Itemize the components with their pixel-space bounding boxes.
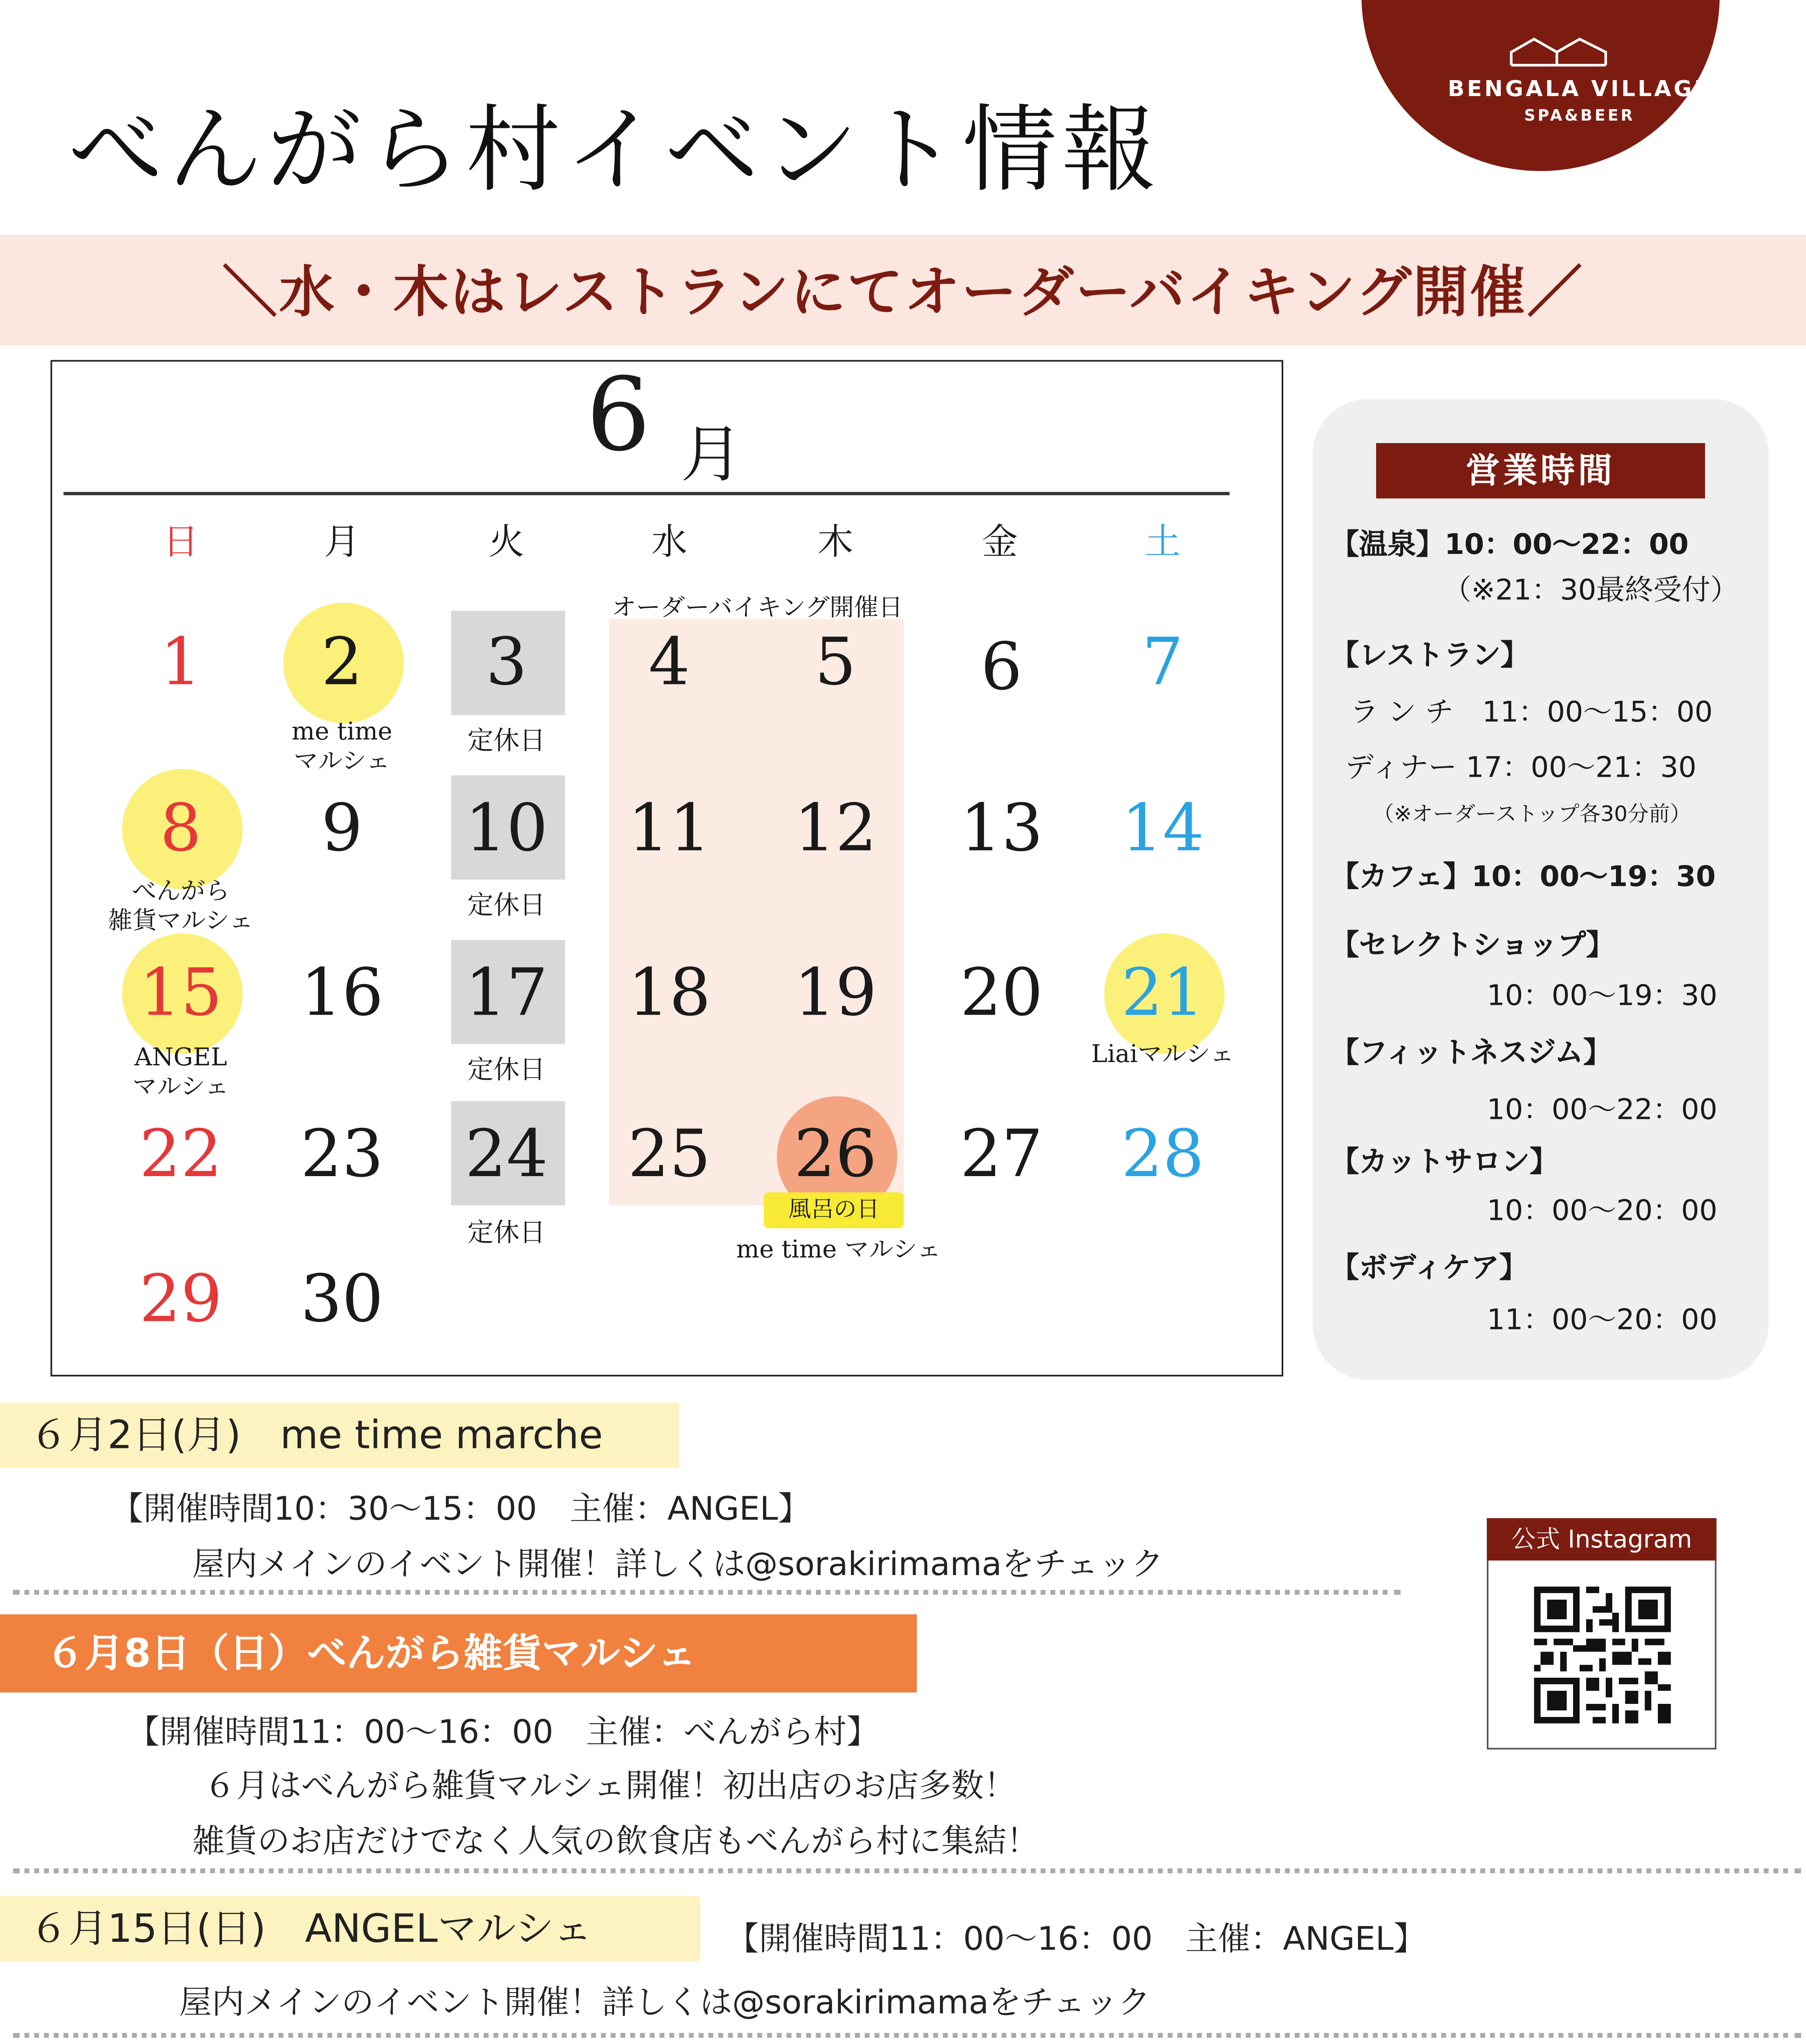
hours-line: 10：00〜19：30 — [1487, 980, 1718, 1013]
hours-line: 【温泉】10：00〜22：00 — [1330, 529, 1689, 562]
closed-day-label: 定休日 — [467, 725, 546, 756]
event-detail: 【開催時間11：00〜16：00 主催：べんがら村】 — [127, 1712, 879, 1751]
dotted-divider — [13, 1590, 1401, 1595]
roof-logo-icon — [1508, 33, 1612, 69]
day-cell: 10 — [465, 791, 548, 867]
event-title: ６月2日(月) me time marche — [29, 1412, 603, 1458]
day-cell: 6 — [980, 630, 1023, 706]
event-detail: 屋内メインのイベント開催！詳しくは@sorakirimamaをチェック — [192, 1544, 1164, 1584]
day-cell: 26 — [794, 1117, 877, 1192]
hours-line: 【フィットネスジム】 — [1330, 1038, 1612, 1070]
day-cell: 14 — [1121, 791, 1204, 867]
closed-day-label: 定休日 — [467, 889, 546, 921]
day-cell: 13 — [960, 791, 1043, 867]
event-detail: 雑貨のお店だけでなく人気の飲食店もべんがら村に集結！ — [192, 1821, 1039, 1860]
closed-day-label: 定休日 — [467, 1217, 546, 1248]
day-cell: 24 — [465, 1117, 548, 1192]
day-cell: 11 — [628, 791, 711, 867]
event-title: ６月15日(日) ANGELマルシェ — [29, 1906, 593, 1952]
logo-subtitle: SPA&BEER — [1524, 107, 1635, 126]
day-cell: 5 — [815, 625, 856, 701]
hours-line: 10：00〜20：00 — [1487, 1195, 1718, 1228]
weekday-sun: 日 — [163, 523, 199, 564]
hours-line: 10：00〜22：00 — [1487, 1094, 1718, 1127]
day-cell: 22 — [139, 1117, 222, 1192]
day-note — [244, 717, 440, 775]
weekday-tue: 火 — [488, 523, 525, 564]
weekday-fri: 金 — [982, 523, 1018, 564]
month-kanji: 月 — [680, 419, 743, 491]
instagram-label: 公式 Instagram — [1487, 1518, 1716, 1561]
day-cell: 2 — [321, 625, 363, 701]
event-detail: 屋内メインのイベント開催！詳しくは@sorakirimamaをチェック — [179, 1982, 1151, 2022]
day-cell: 21 — [1121, 956, 1204, 1031]
day-note-line: 雑貨マルシェ — [108, 905, 254, 935]
day-note — [83, 1042, 278, 1101]
day-note-line: べんがら — [132, 876, 230, 906]
hours-title: 営業時間 — [1376, 443, 1705, 498]
event-detail: ６月はべんがら雑貨マルシェ開催！初出店のお店多数！ — [204, 1766, 1016, 1805]
day-cell: 17 — [465, 956, 548, 1031]
day-note — [83, 876, 278, 935]
day-cell: 23 — [300, 1117, 384, 1192]
day-cell: 18 — [628, 956, 711, 1031]
day-cell: 1 — [160, 625, 201, 701]
weekday-mon: 月 — [324, 523, 360, 564]
hours-line: 【カフェ】10：00〜19：30 — [1330, 861, 1716, 894]
event-detail: 【開催時間10：30〜15：00 主催：ANGEL】 — [110, 1489, 811, 1528]
day-cell: 8 — [160, 791, 201, 867]
day-cell: 20 — [960, 956, 1043, 1031]
day-note: Liaiマルシェ — [1091, 1039, 1235, 1069]
hours-line: 【セレクトショップ】 — [1330, 930, 1615, 963]
day-note-line: マルシェ — [293, 746, 390, 775]
day-note: me time マルシェ — [736, 1235, 941, 1264]
furo-day-badge: 風呂の日 — [764, 1192, 904, 1228]
day-cell: 19 — [794, 956, 877, 1031]
day-cell: 25 — [628, 1117, 711, 1192]
day-cell: 12 — [794, 791, 877, 867]
day-cell: 29 — [139, 1262, 222, 1338]
logo-name: BENGALA VILLAGE — [1448, 76, 1712, 103]
hours-line: 11：00〜20：00 — [1487, 1304, 1718, 1338]
hours-line: （※21：30最終受付） — [1443, 575, 1739, 608]
day-cell: 15 — [139, 956, 222, 1031]
buffet-days-label: オーダーバイキング開催日 — [611, 593, 903, 623]
day-cell: 7 — [1142, 625, 1184, 701]
weekday-sat: 土 — [1145, 523, 1181, 564]
weekday-thu: 木 — [817, 523, 853, 564]
month-number: 6 — [586, 355, 651, 474]
qr-code-icon[interactable] — [1534, 1587, 1671, 1724]
weekday-wed: 水 — [651, 523, 687, 564]
dotted-divider — [13, 1868, 1801, 1873]
month-divider — [63, 492, 1229, 494]
hours-line: ラ ン チ 11：00〜15：00 — [1350, 697, 1713, 730]
hours-line: ディナー 17：00〜21：30 — [1345, 752, 1697, 785]
hours-line: 【レストラン】 — [1330, 640, 1529, 673]
day-cell: 4 — [648, 625, 690, 701]
day-cell: 3 — [486, 625, 527, 701]
hours-line: 【カットサロン】 — [1330, 1147, 1558, 1179]
day-note-line: マルシェ — [132, 1071, 229, 1101]
day-note-line: ANGEL — [134, 1042, 227, 1072]
closed-day-label: 定休日 — [467, 1054, 546, 1085]
event-detail: 【開催時間11：00〜16：00 主催：ANGEL】 — [726, 1918, 1426, 1958]
dotted-divider — [13, 2033, 1801, 2038]
day-cell: 16 — [300, 956, 384, 1031]
hours-line: 【ボディケア】 — [1330, 1253, 1528, 1285]
hours-line: （※オーダーストップ各30分前） — [1373, 803, 1691, 828]
day-cell: 27 — [960, 1117, 1043, 1192]
day-cell: 9 — [321, 791, 363, 867]
page-title: べんがら村イベント情報 — [68, 94, 1161, 206]
day-note-line: me time — [291, 717, 392, 746]
day-cell: 28 — [1121, 1117, 1204, 1192]
banner-text: ＼水・木はレストランにてオーダーバイキング開催／ — [222, 260, 1584, 326]
day-cell: 30 — [300, 1262, 384, 1338]
event-title: ６月8日（日）べんがら雑貨マルシェ — [45, 1630, 696, 1676]
